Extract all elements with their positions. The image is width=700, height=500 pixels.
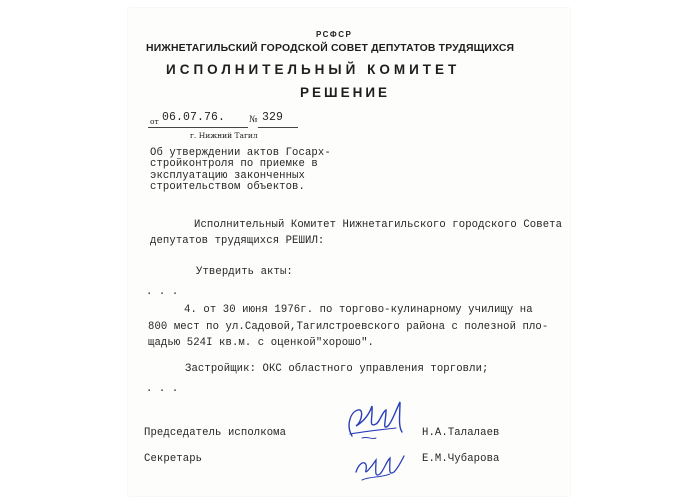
developer-text: Застройщик: ОКС областного управления торговли; — [185, 363, 489, 375]
date-prefix: от — [150, 117, 159, 126]
date-underline — [148, 127, 248, 128]
approve-text: Утвердить акты: — [196, 266, 293, 278]
chairman-name: Н.А.Талалаев — [422, 427, 500, 439]
subject-line: стройконтроля по приемке в — [150, 158, 318, 170]
decision-date: 06.07.76. — [162, 111, 226, 124]
secretary-name: Е.М.Чубарова — [422, 453, 500, 465]
subject-line: Об утверждении актов Госарх- — [150, 147, 331, 159]
council-title: НИЖНЕТАГИЛЬСКИЙ ГОРОДСКОЙ СОВЕТ ДЕПУТАТОВ ТРУДЯЩИХСЯ — [146, 43, 515, 54]
ellipsis: . . . — [146, 383, 179, 395]
republic-label: РСФСР — [316, 30, 353, 39]
chairman-title: Председатель исполкома — [144, 427, 287, 439]
number-prefix: № — [249, 115, 258, 125]
secretary-title: Секретарь — [144, 453, 203, 465]
city-label: г. Нижний Тагил — [190, 131, 258, 140]
document-page — [128, 8, 570, 496]
doc-type-title: РЕШЕНИЕ — [300, 85, 391, 100]
intro-text: депутатов трудящихся РЕШИЛ: — [150, 235, 325, 247]
ellipsis: . . . — [146, 286, 179, 298]
subject-line: эксплуатацию законченных — [150, 170, 305, 182]
secretary-signature — [350, 446, 410, 486]
subject-line: строительством объектов. — [150, 181, 305, 193]
committee-title: ИСПОЛНИТЕЛЬНЫЙ КОМИТЕТ — [166, 62, 461, 77]
act-item-text: 4. от 30 июня 1976г. по торгово-кулинарному училищу на — [184, 304, 533, 316]
intro-text: Исполнительный Комитет Нижнетагильского городского Совета — [194, 219, 563, 231]
decision-number: 329 — [262, 111, 284, 124]
act-item-text: 800 мест по ул.Садовой,Тагилстроевского района с полезной пло- — [148, 321, 549, 333]
chairman-signature — [342, 398, 412, 448]
act-item-text: щадью 524I кв.м. с оценкой"хорошо". — [148, 337, 375, 349]
number-underline — [258, 127, 298, 128]
